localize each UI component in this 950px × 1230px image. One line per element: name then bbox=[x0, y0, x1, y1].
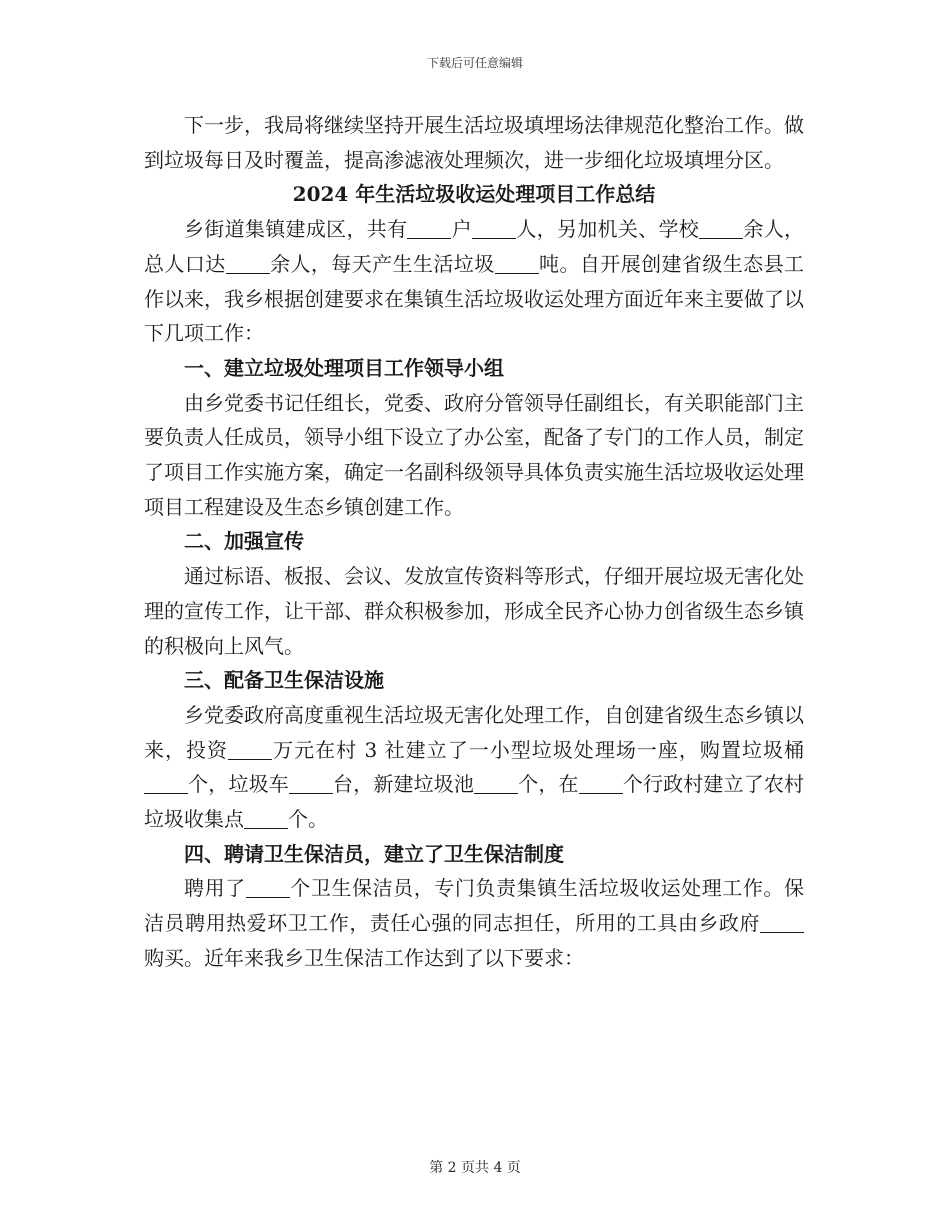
section-heading-3: 三、配备卫生保洁设施 bbox=[184, 668, 384, 693]
section-heading-2: 二、加强宣传 bbox=[184, 529, 304, 554]
text-segment: 户 bbox=[451, 217, 473, 242]
fill-blank bbox=[760, 912, 804, 933]
text-segment: 吨。自开展创建省级生态县工作以来，我乡根据创建要求在集镇生活垃圾收运处理方面近年来主要做了以下几项工作： bbox=[144, 251, 805, 346]
fill-blank bbox=[246, 877, 290, 898]
fill-blank bbox=[472, 218, 516, 239]
fill-blank bbox=[244, 808, 288, 829]
overview-paragraph bbox=[144, 212, 804, 351]
text-segment: 余人，总人口达 bbox=[144, 217, 805, 276]
text-segment: 聘用了 bbox=[184, 876, 246, 901]
text-segment: 乡党委政府高度重视生活垃圾无害化处理工作，自创建省级生态乡镇以来，投资 bbox=[144, 702, 804, 762]
text-segment: 人，另加机关、学校 bbox=[516, 217, 700, 242]
section-1-paragraph: 由乡党委书记任组长，党委、政府分管领导任副组长，有关职能部门主要负责人任成员，领导小组下设立了办公室，配备了专门的工作人员，制定了项目工作实施方案，确定一名副科级领导具体负责实施生活垃圾收运处理项目工程建设及生态乡镇创建工作。 bbox=[144, 390, 804, 519]
text-segment: 个，垃圾车 bbox=[188, 772, 289, 797]
section-heading-1: 一、建立垃圾处理项目工作领导小组 bbox=[184, 355, 504, 380]
fill-blank bbox=[144, 773, 188, 794]
fill-blank bbox=[226, 253, 270, 274]
text-segment: 个。 bbox=[288, 807, 328, 832]
text-segment: 余人，每天产生生活垃圾 bbox=[269, 251, 495, 276]
intro-paragraph: 下一步，我局将继续坚持开展生活垃圾填埋场法律规范化整治工作。做到垃圾每日及时覆盖，提高渗滤液处理频次，进一步细化垃圾填埋分区。 bbox=[144, 113, 804, 172]
fill-blank bbox=[228, 739, 272, 760]
text-segment: 购买。近年来我乡卫生保洁工作达到了以下要求： bbox=[144, 945, 584, 970]
document-body bbox=[144, 108, 804, 976]
text-segment: 个卫生保洁员，专门负责集镇生活垃圾收运处理工作。保洁员聘用热爱环卫工作，责任心强的同志担任，所用的工具由乡政府 bbox=[144, 876, 805, 936]
text-segment: 个行政村建立了农村垃圾收集点 bbox=[144, 772, 805, 832]
text-segment: 台，新建垃圾池 bbox=[332, 772, 475, 797]
section-3-paragraph bbox=[144, 698, 804, 837]
page-footer: 第 2 页共 4 页 bbox=[429, 1160, 521, 1176]
section-2-paragraph: 通过标语、板报、会议、发放宣传资料等形式，仔细开展垃圾无害化处理的宣传工作，让干部、群众积极参加，形成全民齐心协力创省级生态乡镇的积极向上风气。 bbox=[144, 564, 804, 658]
fill-blank bbox=[495, 253, 539, 274]
section-4-paragraph bbox=[144, 871, 804, 975]
section-heading-4: 四、聘请卫生保洁员，建立了卫生保洁制度 bbox=[184, 841, 564, 866]
fill-blank bbox=[289, 773, 333, 794]
fill-blank bbox=[699, 218, 743, 239]
fill-blank bbox=[474, 773, 518, 794]
document-title: 2024 年生活垃圾收运处理项目工作总结 bbox=[292, 182, 656, 207]
text-segment: 个，在 bbox=[518, 772, 579, 797]
text-segment: 乡街道集镇建成区，共有 bbox=[184, 217, 408, 242]
fill-blank bbox=[579, 773, 623, 794]
text-segment: 万元在村 3 社建立了一小型垃圾处理场一座，购置垃圾桶 bbox=[272, 737, 804, 762]
page-header: 下载后可任意编辑 bbox=[426, 56, 523, 70]
fill-blank bbox=[407, 218, 451, 239]
